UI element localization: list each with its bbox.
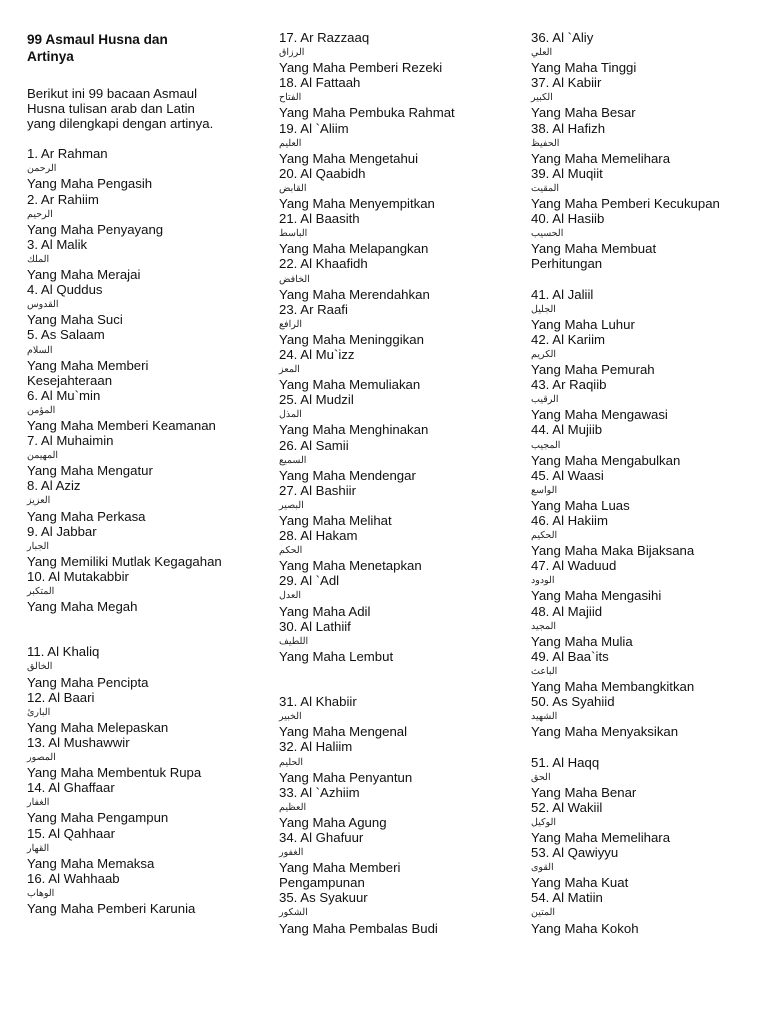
name-entry: [531, 558, 766, 603]
name-latin: 27. Al Bashiir: [279, 482, 356, 498]
name-arabic: العظيم: [279, 801, 307, 813]
name-latin: 38. Al Hafizh: [531, 120, 606, 136]
name-entry: [27, 282, 272, 327]
name-arabic: المؤمن: [27, 404, 56, 416]
name-meaning: Yang Maha Membuat Perhitungan: [531, 241, 657, 272]
name-arabic: السلام: [27, 344, 53, 356]
name-meaning: Yang Maha Pencipta: [27, 674, 149, 690]
name-entry: [279, 694, 524, 739]
name-latin: 9. Al Jabbar: [27, 523, 97, 539]
name-meaning: Yang Maha Merendahkan: [279, 286, 430, 302]
name-arabic: الودود: [531, 575, 555, 587]
name-arabic: الوكيل: [531, 816, 557, 828]
name-entry: [531, 845, 766, 890]
name-meaning: Yang Maha Besar: [531, 105, 636, 121]
name-meaning: Yang Maha Kuat: [531, 875, 629, 891]
spacer: [531, 739, 766, 754]
name-meaning: Yang Maha Tinggi: [531, 60, 637, 76]
name-meaning: Yang Maha Pengasih: [27, 176, 153, 192]
name-latin: 42. Al Kariim: [531, 331, 606, 347]
name-arabic: الغفور: [279, 847, 304, 859]
name-meaning: Yang Maha Penyantun: [279, 769, 413, 785]
name-latin: 37. Al Kabiir: [531, 75, 602, 91]
name-entry: [531, 121, 766, 166]
name-meaning: Yang Maha Mengawasi: [531, 407, 668, 423]
name-latin: 48. Al Majiid: [531, 603, 603, 619]
name-meaning: Yang Maha Memaksa: [27, 855, 155, 871]
name-latin: 35. As Syakuur: [279, 890, 368, 906]
name-latin: 18. Al Fattaah: [279, 75, 361, 91]
name-entry: [279, 830, 524, 890]
name-meaning: Yang Maha Lembut: [279, 648, 394, 664]
name-meaning: Yang Maha Pembuka Rahmat: [279, 105, 455, 121]
name-meaning: Yang Maha Penyayang: [27, 221, 164, 237]
name-group-11-16: [27, 644, 272, 916]
name-meaning: Yang Maha Pembalas Budi: [279, 920, 438, 936]
name-entry: [279, 75, 524, 120]
name-entry: [531, 332, 766, 377]
name-arabic: الجبار: [27, 540, 50, 552]
name-meaning: Yang Maha Luas: [531, 497, 630, 513]
name-arabic: القوى: [531, 862, 554, 874]
page-title: 99 Asmaul Husna dan Artinya: [27, 32, 168, 64]
name-entry: [531, 377, 766, 422]
name-entry: [531, 211, 766, 271]
name-entry: [279, 785, 524, 830]
name-entry: [27, 644, 272, 689]
name-entry: [27, 433, 272, 478]
name-entry: [279, 438, 524, 483]
name-group-51-54: [531, 755, 766, 936]
name-latin: 29. Al `Adl: [279, 573, 340, 589]
name-entry: [27, 192, 272, 237]
name-arabic: الفتاح: [279, 92, 302, 104]
name-latin: 53. Al Qawiyyu: [531, 845, 619, 861]
name-arabic: الواسع: [531, 484, 558, 496]
name-meaning: Yang Maha Kokoh: [531, 920, 639, 936]
name-meaning: Yang Maha Maka Bijaksana: [531, 543, 695, 559]
name-meaning: Yang Maha Mendengar: [279, 467, 416, 483]
name-latin: 23. Ar Raafi: [279, 301, 348, 317]
name-meaning: Yang Maha Adil: [279, 603, 371, 619]
name-meaning: Yang Maha Mengenal: [279, 724, 408, 740]
name-meaning: Yang Maha Melihat: [279, 513, 392, 528]
name-entry: [27, 735, 272, 780]
name-latin: 21. Al Baasith: [279, 211, 360, 227]
name-arabic: المعز: [279, 364, 300, 376]
name-meaning: Yang Maha Suci: [27, 312, 123, 328]
name-latin: 44. Al Mujiib: [531, 422, 603, 438]
name-meaning: Yang Maha Menyaksikan: [531, 724, 679, 740]
name-meaning: Yang Maha Membentuk Rupa: [27, 765, 202, 781]
name-latin: 25. Al Mudzil: [279, 392, 354, 408]
name-entry: [279, 528, 524, 573]
intro-paragraph: Berikut ini 99 bacaan Asmaul Husna tulisan arab dan Latin yang dilengkapi dengan artinya.: [27, 86, 214, 132]
name-latin: 1. Ar Rahman: [27, 146, 108, 162]
name-arabic: الباعث: [531, 665, 558, 677]
name-meaning: Yang Maha Pemberi Kecukupan: [531, 196, 720, 212]
name-entry: [531, 287, 766, 332]
name-arabic: الحسيب: [531, 228, 564, 240]
name-meaning: Yang Maha Melapangkan: [279, 241, 429, 257]
name-meaning: Yang Maha Menghinakan: [279, 422, 429, 438]
name-meaning: Yang Maha Pemurah: [531, 362, 655, 378]
name-arabic: المجيب: [531, 439, 561, 451]
name-entry: [279, 166, 524, 211]
name-entry: [279, 483, 524, 528]
column-2: [279, 30, 524, 936]
name-entry: [531, 30, 766, 75]
name-meaning: Yang Maha Memberi Kesejahteraan: [27, 357, 149, 388]
name-entry: [279, 890, 524, 935]
name-entry: [27, 569, 272, 614]
name-arabic: الخافض: [279, 273, 310, 285]
name-arabic: العدل: [279, 590, 302, 602]
name-latin: 22. Al Khaafidh: [279, 256, 368, 272]
name-latin: 17. Ar Razzaaq: [279, 30, 370, 45]
name-arabic: الرحيم: [27, 208, 53, 220]
name-latin: 34. Al Ghafuur: [279, 829, 364, 845]
name-entry: [279, 256, 524, 301]
name-arabic: الحكم: [279, 545, 303, 557]
name-arabic: المهيمن: [27, 450, 58, 462]
name-entry: [531, 422, 766, 467]
name-arabic: الكبير: [531, 92, 553, 104]
name-arabic: الشهيد: [531, 711, 558, 723]
name-arabic: الغفار: [27, 797, 50, 809]
name-arabic: المتين: [531, 907, 555, 919]
name-meaning: Yang Maha Meninggikan: [279, 331, 424, 347]
name-latin: 32. Al Haliim: [279, 739, 353, 755]
name-meaning: Yang Maha Memuliakan: [279, 377, 421, 393]
name-entry: [27, 780, 272, 825]
name-arabic: المذل: [279, 409, 302, 421]
name-latin: 31. Al Khabiir: [279, 694, 357, 710]
name-arabic: العزيز: [27, 495, 51, 507]
name-entry: [27, 690, 272, 735]
name-latin: 7. Al Muhaimin: [27, 433, 114, 449]
name-latin: 33. Al `Azhiim: [279, 784, 360, 800]
name-meaning: Yang Maha Membangkitkan: [531, 679, 695, 695]
name-meaning: Yang Maha Mulia: [531, 633, 633, 649]
name-meaning: Yang Maha Mengasihi: [531, 588, 662, 604]
name-group-1-10: [27, 146, 272, 614]
name-entry: [27, 327, 272, 387]
name-entry: [27, 524, 272, 569]
name-latin: 49. Al Baa`its: [531, 648, 609, 664]
name-latin: 10. Al Mutakabbir: [27, 568, 129, 584]
name-entry: [27, 478, 272, 523]
name-latin: 19. Al `Aliim: [279, 120, 349, 136]
name-entry: [531, 468, 766, 513]
name-arabic: البارئ: [27, 706, 51, 718]
name-latin: 12. Al Baari: [27, 689, 95, 705]
name-arabic: السميع: [279, 454, 307, 466]
name-meaning: Yang Maha Pengampun: [27, 810, 169, 826]
name-meaning: Yang Maha Benar: [531, 784, 637, 800]
name-entry: [279, 739, 524, 784]
name-latin: 11. Al Khaliq: [27, 644, 100, 660]
name-arabic: العليم: [279, 137, 302, 149]
name-meaning: Yang Maha Megah: [27, 599, 138, 615]
name-arabic: المتكبر: [27, 586, 55, 597]
name-meaning: Yang Maha Mengetahui: [279, 150, 419, 166]
name-latin: 40. Al Hasiib: [531, 211, 605, 227]
name-entry: [27, 826, 272, 871]
name-meaning: Yang Maha Menyempitkan: [279, 196, 435, 212]
name-entry: [279, 573, 524, 618]
name-arabic: الرحمن: [27, 163, 57, 175]
name-entry: [531, 75, 766, 120]
name-arabic: الجليل: [531, 303, 556, 315]
name-arabic: الحكيم: [531, 530, 558, 542]
name-group-36-40: [531, 30, 766, 272]
name-arabic: الخبير: [279, 711, 302, 723]
name-arabic: الخالق: [27, 661, 53, 673]
name-arabic: الحفيظ: [531, 137, 560, 149]
name-latin: 43. Ar Raqiib: [531, 377, 607, 393]
name-latin: 47. Al Waduud: [531, 558, 617, 574]
spacer: [279, 664, 524, 694]
name-latin: 50. As Syahiid: [531, 694, 615, 710]
name-arabic: الملك: [27, 253, 50, 265]
name-entry: [279, 302, 524, 347]
name-latin: 16. Al Wahhaab: [27, 870, 120, 886]
name-latin: 52. Al Wakiil: [531, 799, 603, 815]
name-latin: 41. Al Jaliil: [531, 286, 594, 302]
name-latin: 39. Al Muqiit: [531, 165, 603, 181]
name-latin: 26. Al Samii: [279, 437, 349, 453]
name-entry: [531, 890, 766, 935]
name-group-31-35: [279, 694, 524, 936]
name-entry: [27, 871, 272, 916]
name-meaning: Yang Maha Pemberi Karunia: [27, 900, 196, 916]
name-latin: 4. Al Quddus: [27, 282, 103, 298]
name-arabic: البصير: [279, 499, 304, 511]
name-meaning: Yang Maha Merajai: [27, 267, 141, 283]
name-arabic: الباسط: [279, 228, 308, 240]
name-arabic: المجيد: [531, 620, 557, 632]
name-arabic: القدوس: [27, 299, 59, 311]
name-meaning: Yang Maha Memberi Keamanan: [27, 417, 216, 433]
name-arabic: القابض: [279, 182, 307, 194]
name-latin: 3. Al Malik: [27, 236, 88, 252]
name-entry: [279, 392, 524, 437]
name-meaning: Yang Maha Perkasa: [27, 508, 146, 524]
name-latin: 14. Al Ghaffaar: [27, 780, 115, 796]
name-arabic: المصور: [27, 752, 56, 764]
name-arabic: اللطيف: [279, 635, 309, 647]
name-entry: [531, 800, 766, 845]
name-arabic: الحق: [531, 771, 551, 783]
name-latin: 54. Al Matiin: [531, 890, 603, 906]
name-meaning: Yang Maha Memelihara: [531, 150, 671, 166]
name-meaning: Yang Maha Mengatur: [27, 463, 153, 479]
name-latin: 46. Al Hakiim: [531, 513, 608, 528]
spacer: [531, 272, 766, 287]
name-latin: 28. Al Hakam: [279, 528, 358, 544]
name-entry: [279, 619, 524, 664]
name-arabic: الشكور: [279, 907, 308, 919]
name-latin: 5. As Salaam: [27, 327, 105, 343]
name-arabic: الكريم: [531, 348, 556, 360]
name-entry: [27, 237, 272, 282]
name-meaning: Yang Maha Pemberi Rezeki: [279, 60, 443, 76]
name-meaning: Yang Maha Menetapkan: [279, 558, 422, 574]
name-meaning: Yang Maha Memberi Pengampunan: [279, 860, 401, 891]
name-entry: [531, 604, 766, 649]
name-arabic: الرقيب: [531, 394, 559, 406]
name-entry: [279, 30, 524, 75]
name-entry: [531, 694, 766, 739]
name-entry: [279, 347, 524, 392]
name-latin: 36. Al `Aliy: [531, 30, 594, 45]
name-entry: [27, 146, 272, 191]
name-group-41-50: [531, 287, 766, 740]
name-entry: [531, 649, 766, 694]
name-latin: 15. Al Qahhaar: [27, 825, 115, 841]
name-latin: 13. Al Mushawwir: [27, 734, 130, 750]
name-latin: 24. Al Mu`izz: [279, 346, 355, 362]
name-arabic: الرزاق: [279, 47, 305, 59]
name-entry: [279, 121, 524, 166]
name-group-17-30: [279, 30, 524, 664]
name-meaning: Yang Maha Memelihara: [531, 829, 671, 845]
name-entry: [531, 513, 766, 558]
name-entry: [279, 211, 524, 256]
name-arabic: الحليم: [279, 756, 304, 768]
name-meaning: Yang Maha Agung: [279, 814, 387, 830]
name-meaning: Yang Maha Melepaskan: [27, 719, 169, 735]
name-arabic: الرافع: [279, 318, 303, 330]
name-arabic: الوهاب: [27, 887, 55, 899]
name-latin: 45. Al Waasi: [531, 467, 604, 483]
column-3: [531, 30, 766, 936]
name-arabic: العلي: [531, 47, 553, 59]
name-entry: [531, 755, 766, 800]
name-latin: 6. Al Mu`min: [27, 387, 101, 403]
name-latin: 51. Al Haqq: [531, 754, 600, 770]
name-latin: 30. Al Lathiif: [279, 618, 351, 634]
name-arabic: المقيت: [531, 182, 560, 194]
spacer: [27, 614, 272, 644]
name-latin: 20. Al Qaabidh: [279, 165, 366, 181]
name-meaning: Yang Memiliki Mutlak Kegagahan: [27, 553, 222, 569]
name-meaning: Yang Maha Mengabulkan: [531, 452, 681, 468]
column-1: [27, 30, 272, 916]
name-latin: 8. Al Aziz: [27, 478, 81, 494]
name-entry: [27, 388, 272, 433]
name-meaning: Yang Maha Luhur: [531, 316, 635, 332]
name-latin: 2. Ar Rahiim: [27, 191, 99, 207]
name-entry: [531, 166, 766, 211]
name-arabic: القهار: [27, 842, 50, 854]
